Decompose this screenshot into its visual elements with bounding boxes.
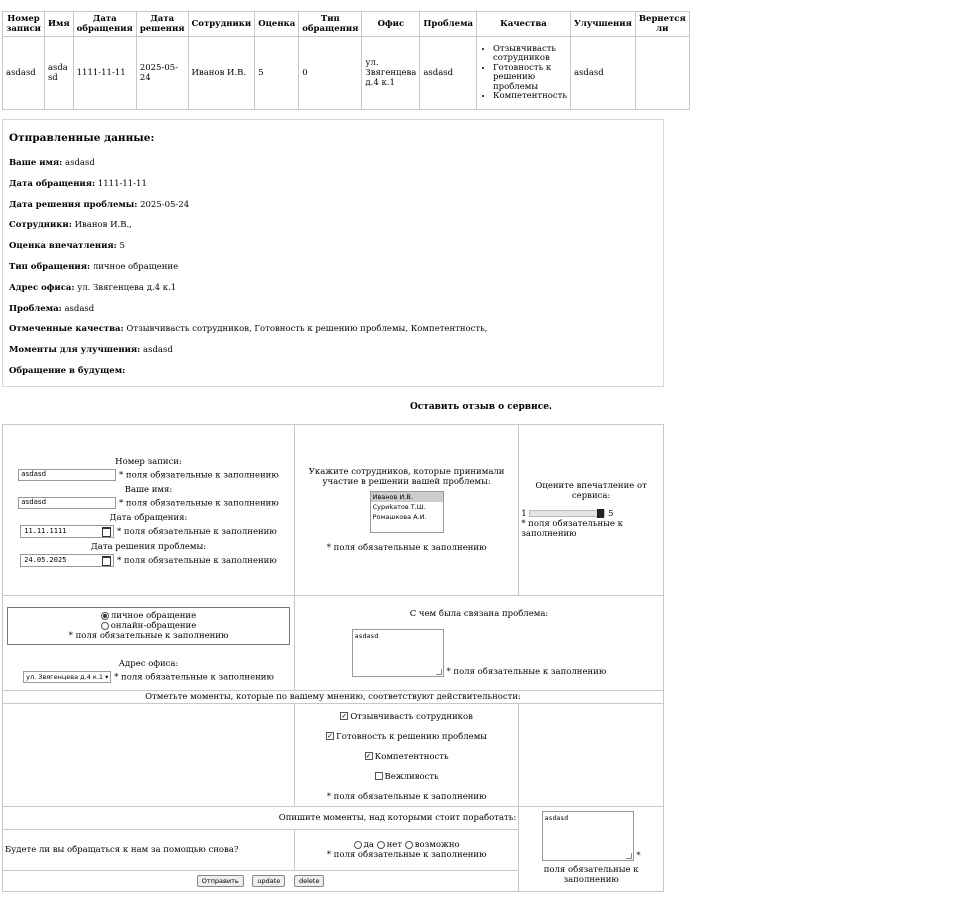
submitted-field: Оценка впечатления: 5 bbox=[9, 241, 125, 252]
identity-cell bbox=[3, 425, 295, 596]
empty-cell bbox=[3, 704, 295, 807]
submit-button[interactable]: Отправить bbox=[197, 875, 244, 887]
quality-option[interactable]: ✓Отзывчивасть сотрудников bbox=[297, 712, 516, 722]
col-name: Имя bbox=[44, 12, 73, 37]
update-button[interactable]: update bbox=[252, 875, 285, 887]
date-solved-label: Дата решения проблемы: bbox=[90, 542, 207, 552]
required-note: * поля обязательные к заполнению bbox=[118, 498, 279, 509]
cell-qualities bbox=[476, 37, 570, 110]
radio-option[interactable]: да bbox=[354, 840, 374, 850]
table-row bbox=[3, 37, 690, 110]
required-note: * поля обязательные к заполнению bbox=[114, 672, 274, 683]
cell-return bbox=[635, 37, 689, 110]
col-return: Вернется ли bbox=[635, 12, 689, 37]
employees-cell bbox=[295, 425, 519, 596]
required-note: * поля обязательные к заполнению bbox=[116, 527, 277, 537]
submitted-field: Проблема: asdasd bbox=[9, 303, 95, 314]
radio-option[interactable]: возможно bbox=[405, 840, 460, 850]
cell-improvements: asdasd bbox=[570, 37, 635, 110]
col-employees: Сотрудники bbox=[188, 12, 255, 37]
slider-thumb[interactable] bbox=[597, 509, 604, 518]
submitted-field: Отмеченные качества: Отзывчивасть сотрудников, Готовность к решению проблемы, Компетентность, bbox=[9, 324, 488, 335]
employees-label: Укажите сотрудников, которые принимали участие в решении вашей проблемы: bbox=[308, 467, 505, 487]
results-header-row bbox=[3, 12, 690, 37]
list-item: • Отзывчивасть сотрудников bbox=[493, 45, 567, 64]
office-label: Адрес офиса: bbox=[118, 659, 179, 669]
empty-cell bbox=[519, 704, 664, 807]
checkbox[interactable] bbox=[365, 752, 373, 760]
problem-cell bbox=[295, 596, 664, 691]
submitted-field: Тип обращения: личное обращение bbox=[9, 261, 179, 272]
cell-date-request: 1111-11-11 bbox=[73, 37, 136, 110]
qualities-cell bbox=[295, 704, 519, 807]
feedback-form-title: Оставить отзыв о сервисе. bbox=[409, 402, 553, 412]
submitted-data-panel bbox=[2, 119, 664, 387]
return-label: Будете ли вы обращаться к нам за помощью снова? bbox=[3, 830, 295, 871]
request-type-group bbox=[7, 607, 290, 645]
radio-no[interactable] bbox=[377, 841, 385, 849]
radio-option[interactable]: личное обращение bbox=[11, 611, 286, 621]
submitted-field: Ваше имя: asdasd bbox=[9, 158, 95, 168]
quality-option[interactable]: ✓Готовность к решению проблемы bbox=[297, 732, 516, 742]
col-type: Тип обращения bbox=[299, 12, 362, 37]
record-label: Номер записи: bbox=[115, 457, 182, 467]
cell-name: asdasd bbox=[44, 37, 73, 110]
moments-label: Отметьте моменты, которые по вашему мнению, соответствуют действительности: bbox=[3, 691, 664, 704]
submitted-title: Отправленные данные: bbox=[9, 132, 155, 144]
required-note: поля обязательные к заполнению bbox=[543, 865, 639, 885]
rating-cell bbox=[519, 425, 664, 596]
date-request-input[interactable]: 11.11.1111 bbox=[20, 525, 114, 538]
office-select[interactable]: ул. Звягенцева д.4 к.1 ▾ bbox=[23, 671, 111, 683]
col-record: Номер записи bbox=[3, 12, 45, 37]
radio-option[interactable]: онлайн-обращение bbox=[11, 621, 286, 631]
radio-personal[interactable] bbox=[101, 612, 109, 620]
list-item: • Компетентность bbox=[493, 92, 567, 102]
submitted-field: Сотрудники: Иванов И.В., bbox=[9, 220, 132, 231]
problem-textarea[interactable]: asdasd bbox=[352, 629, 444, 677]
resize-grip-icon[interactable] bbox=[626, 853, 632, 859]
required-note: * поля обязательные к заполнению bbox=[68, 631, 229, 641]
required-note: * поля обязательные к заполнению bbox=[118, 470, 279, 481]
rating-label: Оцените впечатление от сервиса: bbox=[535, 481, 647, 501]
name-input[interactable]: asdasd bbox=[18, 497, 116, 509]
rating-slider[interactable] bbox=[529, 510, 605, 517]
quality-option[interactable]: Вежливость bbox=[297, 772, 516, 782]
rating-min: 1 bbox=[521, 509, 527, 519]
cell-office: ул. Звягенцева д.4 к.1 bbox=[362, 37, 420, 110]
cell-problem: asdasd bbox=[420, 37, 477, 110]
submitted-field: Обращение в будущем: bbox=[9, 365, 126, 376]
calendar-icon[interactable] bbox=[102, 556, 111, 566]
col-office: Офис bbox=[362, 12, 420, 37]
required-note: * поля обязательные к заполнению bbox=[326, 791, 487, 802]
checkbox[interactable] bbox=[326, 732, 334, 740]
required-note: * поля обязательные к заполнению bbox=[326, 850, 487, 860]
required-note: * поля обязательные к заполнению bbox=[326, 543, 487, 553]
return-cell bbox=[295, 830, 519, 871]
checkbox[interactable] bbox=[340, 712, 348, 720]
col-date-solved: Дата решения bbox=[136, 12, 188, 37]
required-note: * поля обязательные к заполнению bbox=[521, 519, 623, 539]
calendar-icon[interactable] bbox=[102, 527, 111, 537]
submitted-field: Дата обращения: 1111-11-11 bbox=[9, 178, 147, 189]
employee-option[interactable]: Иванов И.В. bbox=[371, 492, 443, 502]
cell-record: asdasd bbox=[3, 37, 45, 110]
radio-online[interactable] bbox=[101, 622, 109, 630]
cell-employees: Иванов И.В. bbox=[188, 37, 255, 110]
col-qualities: Качества bbox=[476, 12, 570, 37]
submitted-field: Дата решения проблемы: 2025-05-24 bbox=[9, 199, 190, 210]
cell-rating: 5 bbox=[255, 37, 299, 110]
radio-yes[interactable] bbox=[354, 841, 362, 849]
submitted-field: Адрес офиса: ул. Звягенцева д.4 к.1 bbox=[9, 282, 177, 293]
radio-maybe[interactable] bbox=[405, 841, 413, 849]
buttons-cell bbox=[3, 871, 519, 892]
improve-textarea[interactable]: asdasd bbox=[542, 811, 634, 861]
col-rating: Оценка bbox=[255, 12, 299, 37]
radio-option[interactable]: нет bbox=[377, 840, 402, 850]
delete-button[interactable]: delete bbox=[294, 875, 324, 887]
qualities-list bbox=[480, 45, 567, 102]
employees-listbox[interactable] bbox=[370, 491, 444, 533]
required-note: * поля обязательные к заполнению bbox=[446, 667, 607, 677]
feedback-form bbox=[2, 424, 664, 892]
type-office-cell bbox=[3, 596, 295, 691]
date-solved-input[interactable]: 24.05.2025 bbox=[20, 554, 114, 567]
quality-option[interactable]: ✓Компетентность bbox=[297, 752, 516, 762]
improve-label: Опишите моменты, над которыми стоит поработать: bbox=[3, 807, 519, 830]
employee-option[interactable]: Суриkатов Т.Ш. bbox=[372, 503, 426, 511]
problem-label: С чем была связана проблема: bbox=[409, 609, 549, 619]
col-date-request: Дата обращения bbox=[73, 12, 136, 37]
col-problem: Проблема bbox=[420, 12, 477, 37]
required-note: * поля обязательные к заполнению bbox=[116, 556, 277, 566]
employee-option[interactable]: Ромашкова А.И. bbox=[372, 513, 427, 521]
record-input[interactable]: asdasd bbox=[18, 469, 116, 481]
date-request-label: Дата обращения: bbox=[109, 513, 188, 523]
col-improvements: Улучшения bbox=[570, 12, 635, 37]
improve-cell: asdasd * поля обязательные к заполнению bbox=[519, 807, 664, 892]
rating-max: 5 bbox=[608, 509, 614, 519]
list-item: • Готовность к решению проблемы bbox=[493, 64, 567, 93]
submitted-field: Моменты для улучшения: asdasd bbox=[9, 345, 173, 356]
results-table bbox=[2, 11, 690, 110]
name-label: Ваше имя: bbox=[124, 485, 173, 495]
cell-date-solved: 2025-05-24 bbox=[136, 37, 188, 110]
cell-type: 0 bbox=[299, 37, 362, 110]
resize-grip-icon[interactable] bbox=[436, 669, 442, 675]
checkbox[interactable] bbox=[375, 772, 383, 780]
